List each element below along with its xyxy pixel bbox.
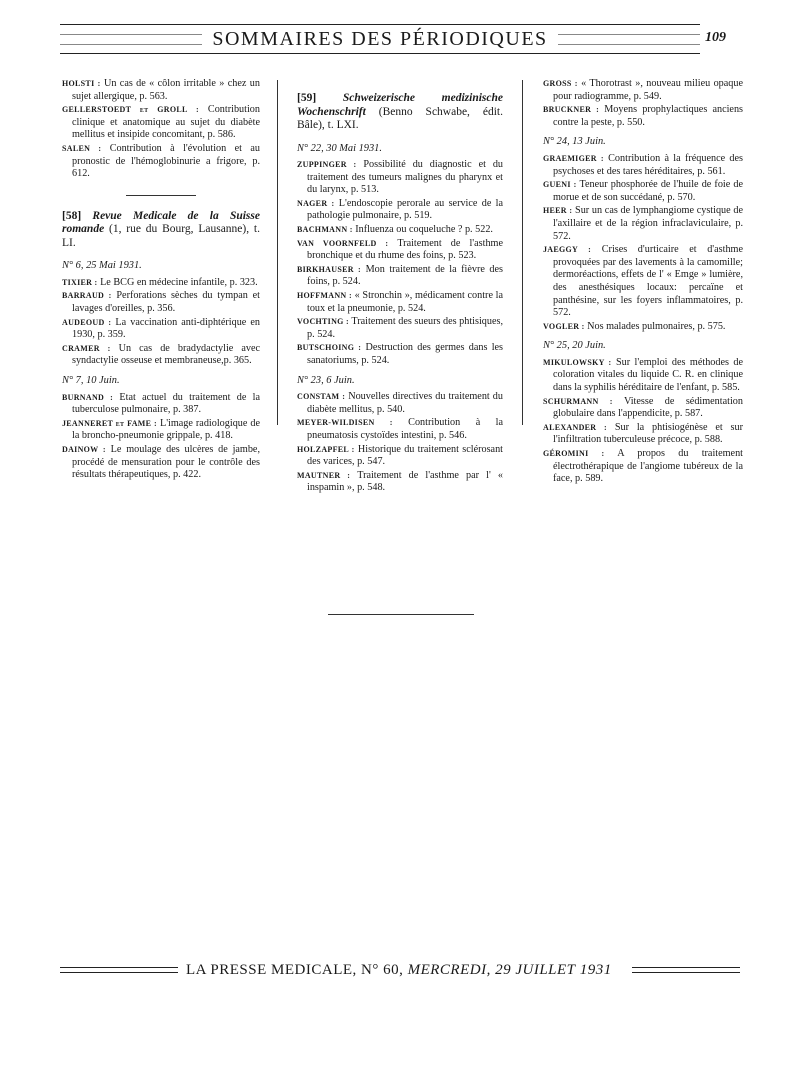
article-entry (62, 343, 260, 368)
article-author: HOLSTI : (62, 79, 101, 88)
article-author: JEANNERET et FAME : (62, 418, 157, 428)
article-entry (62, 418, 260, 443)
article-author: HEER : (543, 206, 573, 216)
article-entry (297, 290, 503, 315)
journal-heading-59 (297, 92, 503, 133)
footer (60, 962, 740, 982)
article-title: Nos malades pulmonaires, p. 575. (587, 320, 726, 332)
article-author: GRAEMIGER : (543, 153, 604, 163)
journal-name: Revue Medicale de la Suisse romande (62, 209, 260, 236)
footer-year: 1931 (579, 962, 612, 978)
article-author: VAN VOORNFELD : (297, 238, 389, 248)
footer-date-num: 29 (495, 962, 512, 978)
article-title: Moyens prophylactiques anciens contre la peste, p. 550. (553, 104, 743, 128)
article-title: Un cas de « côlon irritable » chez un sujet allergique, p. 563. (72, 78, 260, 102)
article-title: Sur l'emploi des méthodes de coloration vitales du liquide C. R. en clinique dans la syphilis héréditaire de l'enfant, p. 585. (553, 356, 744, 394)
article-author: ZUPPINGER : (297, 160, 357, 170)
article-author: SALEN : (62, 143, 102, 153)
journal-name: Schweizerische medizinische Wochenschrift (297, 92, 504, 118)
article-entry (297, 238, 503, 263)
issue-label: N° 6, 25 Mai 1931. (62, 260, 142, 272)
article-entry (62, 78, 260, 103)
article-author: BIRKHAUSER : (297, 264, 362, 274)
issue-label: N° 23, 6 Juin. (297, 374, 355, 386)
article-title: Contribution à la pneumatosis cystoïdes intestini, p. 546. (307, 417, 504, 441)
header-rule-top (60, 24, 700, 25)
article-entry (543, 321, 743, 334)
footer-text (186, 962, 612, 979)
article-title: Le moulage des ulcères de jambe, procédé de mensuration pour le contrôle des résultats thérapeutiques, p. 422. (72, 443, 261, 481)
article-entry (297, 470, 503, 495)
article-entry (543, 179, 743, 204)
article-title: Traitement de l'asthme par l' « inspamin », p. 548. (307, 469, 503, 494)
journal-number: [58] (62, 209, 82, 222)
journal-info: (Benno Schwabe, édit. Bâle), t. LXI. (297, 105, 503, 131)
article-title: Le BCG en médecine infantile, p. 323. (100, 276, 258, 288)
issue-label: N° 25, 20 Juin. (543, 340, 606, 352)
article-title: L'image radiologique de la broncho-pneumonie grippale, p. 418. (72, 417, 261, 442)
article-entry (543, 244, 743, 320)
article-entry (297, 391, 503, 416)
footer-rule-right-2 (632, 972, 740, 973)
article-title: L'endoscopie perorale au service de la pathologie pulmonaire, p. 519. (307, 197, 504, 222)
article-author: GROSS : (543, 79, 578, 88)
article-title: Sur la phtisiogénèse et sur l'infiltration tuberculeuse précoce, p. 588. (553, 421, 744, 446)
journal-info: (1, rue du Bourg, Lausanne), t. LI. (62, 223, 260, 249)
footer-rule-left-2 (60, 972, 178, 973)
article-title: Etat actuel du traitement de la tuberculose pulmonaire, p. 387. (72, 391, 261, 416)
col3-continued-entries (543, 78, 743, 129)
footer-rule-right-1 (632, 967, 740, 968)
article-author: HOLZAPFEL : (297, 444, 355, 454)
article-entry (543, 153, 743, 178)
article-author: GÉROMINI : (543, 449, 605, 459)
article-author: NAGER : (297, 198, 335, 208)
article-title: Mon traitement de la fièvre des foins, p. 524. (307, 263, 504, 288)
article-author: HOFFMANN : (297, 291, 352, 301)
article-entry (62, 104, 260, 142)
article-title: Teneur phosphorée de l'huile de foie de morue et de son succédané, p. 570. (553, 179, 743, 203)
article-author: DAINOW : (62, 444, 106, 454)
column-1 (62, 78, 260, 483)
col3-issues (543, 136, 743, 485)
article-title: Crises d'urticaire et d'asthme provoquées par des lavements à la camomille; dermoréactions, effets de l' « Emge » lumière, des anesthésiques locaux: percaïne et panthésine, sur les foyers inflammatoires, p. 572. (553, 244, 743, 319)
article-author: MAUTNER : (297, 470, 351, 480)
article-entry (62, 290, 260, 315)
footer-issue: N° 60, (361, 962, 404, 978)
article-entry (297, 316, 503, 341)
article-entry (297, 342, 503, 367)
article-title: « Stronchin », médicament contre la toux et la pneumonie, p. 524. (307, 290, 504, 314)
article-author: AUDEOUD : (62, 317, 112, 327)
article-entry (297, 444, 503, 469)
section-divider (126, 195, 196, 196)
article-title: Contribution à la fréquence des psychoses et des tares héréditaires, p. 561. (553, 152, 743, 177)
column-2 (297, 78, 503, 496)
article-title: Contribution à l'évolution et au pronostic de l'hémoglobinurie a frigore, p. 612. (72, 142, 260, 180)
article-title: Un cas de bradydactylie avec syndactylie osseuse et membraneuse,p. 365. (72, 342, 261, 367)
article-title: Possibilité du diagnostic et du traitement des tumeurs malignes du pharynx et du larynx, p. 513. (307, 159, 504, 196)
article-entry (297, 198, 503, 223)
footer-day: MERCREDI, (407, 962, 491, 978)
article-entry (543, 205, 743, 243)
article-title: A propos du traitement électrothérapique de l'angiome tubéreux de la face, p. 589. (553, 448, 744, 485)
center-rule (328, 614, 474, 615)
article-entry (297, 224, 503, 237)
col1-issues (62, 260, 260, 482)
article-title: Sur un cas de lymphangiome cystique de l'axillaire et de la région infraclaviculaire, p. 572. (553, 205, 743, 242)
article-author: VOGLER : (543, 321, 585, 331)
article-entry (62, 444, 260, 482)
article-title: « Thorotrast », nouveau milieu opaque pour radiogramme, p. 549. (553, 78, 744, 102)
article-author: CRAMER : (62, 343, 111, 353)
article-title: Perforations sèches du tympan et lavages d'oreilles, p. 356. (72, 290, 260, 315)
footer-month: JUILLET (515, 962, 576, 978)
column-separator-1 (277, 80, 278, 425)
journal-heading-58 (62, 210, 260, 251)
page-title: SOMMAIRES DES PÉRIODIQUES (60, 26, 700, 52)
article-author: MIKULOWSKY : (543, 357, 612, 367)
article-author: GELLERSTOEDT et GROLL : (62, 105, 199, 115)
article-title: Vitesse de sédimentation globulaire dans l'appendicite, p. 587. (553, 395, 743, 420)
issue-label: N° 7, 10 Juin. (62, 375, 120, 386)
article-title: Nouvelles directives du traitement du diabète mellitus, p. 540. (307, 391, 503, 415)
footer-rule-left-1 (60, 967, 178, 968)
article-author: JAEGGY : (543, 245, 592, 255)
article-entry (543, 104, 743, 129)
col2-issues (297, 143, 503, 495)
article-author: ALEXANDER : (543, 422, 607, 432)
article-title: Destruction des germes dans les sanatoriums, p. 524. (307, 342, 504, 366)
article-author: BURNAND : (62, 392, 114, 402)
article-title: Historique du traitement sclérosant des varices, p. 547. (307, 443, 503, 468)
article-author: GUENI : (543, 180, 577, 190)
column-separator-2 (522, 80, 523, 425)
article-entry (297, 159, 503, 197)
article-title: La vaccination anti-diphtérique en 1930, p. 359. (72, 316, 261, 341)
article-entry (62, 143, 260, 181)
article-entry (543, 396, 743, 421)
footer-publication: LA PRESSE MEDICALE, (186, 962, 357, 978)
column-3 (543, 78, 743, 487)
article-entry (543, 357, 743, 395)
article-entry (543, 78, 743, 103)
article-author: BRUCKNER : (543, 105, 600, 115)
article-entry (62, 317, 260, 342)
article-entry (543, 422, 743, 447)
article-author: VOCHTING : (297, 317, 349, 327)
article-author: MEYER-WILDISEN : (297, 418, 393, 428)
issue-label: N° 24, 13 Juin. (543, 136, 606, 148)
article-author: BUTSCHOING : (297, 343, 362, 353)
article-entry (62, 277, 260, 290)
article-entry (297, 264, 503, 289)
col1-continued-entries (62, 78, 260, 181)
article-title: Traitement de l'asthme bronchique et du rhume des foins, p. 523. (307, 237, 503, 262)
journal-number: [59] (297, 92, 317, 104)
article-author: BARRAUD : (62, 291, 112, 301)
article-entry (62, 392, 260, 417)
article-author: TIXIER : (62, 277, 98, 287)
article-title: Influenza ou coqueluche ? p. 522. (355, 224, 493, 236)
article-author: BACHMANN : (297, 225, 353, 235)
article-author: SCHURMANN : (543, 396, 613, 406)
article-entry (297, 417, 503, 442)
article-author: CONSTAM : (297, 392, 346, 402)
header-rule-bottom (60, 53, 700, 54)
article-title: Contribution clinique et anatomique au sujet du diabète mellitus et insipide concomitant, p. 586. (72, 104, 260, 141)
article-title: Traitement des sueurs des phtisiques, p. 524. (307, 316, 503, 340)
issue-label: N° 22, 30 Mai 1931. (297, 142, 382, 154)
article-entry (543, 448, 743, 486)
page-number: 109 (705, 30, 726, 45)
